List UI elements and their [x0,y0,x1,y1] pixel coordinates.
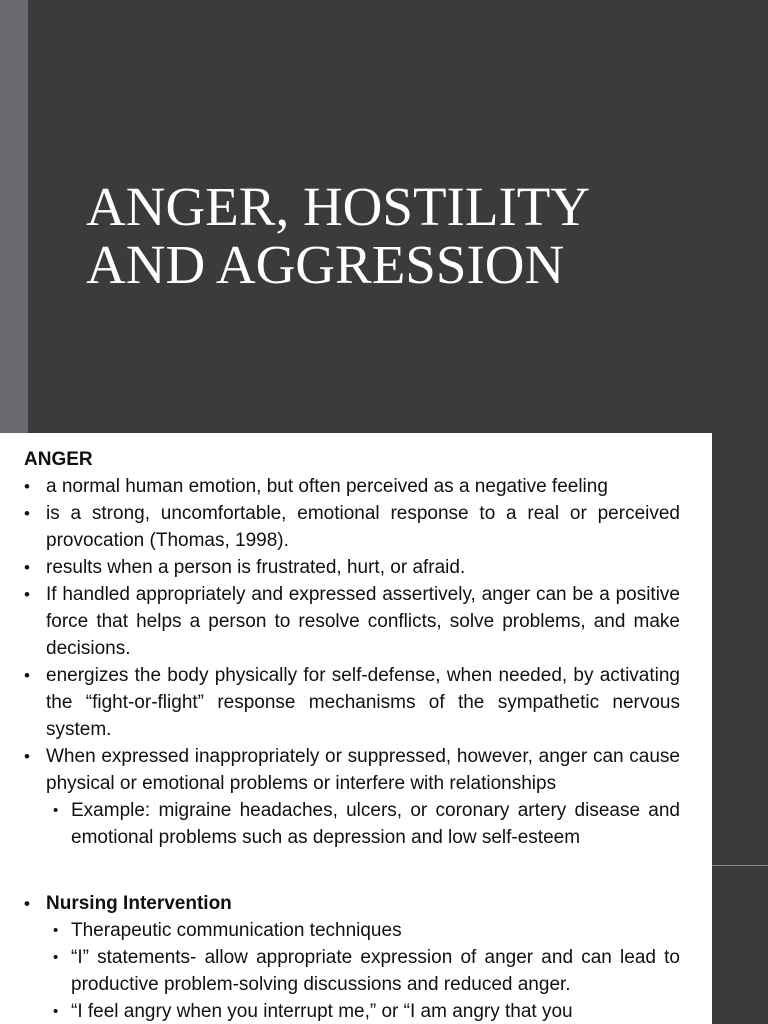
side-accent-strip [0,0,28,434]
content-panel [0,433,712,1024]
right-divider-line [712,865,768,866]
anger-bullet-response: • is a strong, uncomfortable, emotional response to a real or perceived provocation (Thomas, 1998). [46,500,680,554]
nursing-sub-bullet-example: • “I feel angry when you interrupt me,” or “I am angry that you [71,998,680,1024]
nursing-sub-bullet-communication: • Therapeutic communication techniques [71,917,680,944]
anger-bullet-inappropriate: • When expressed inappropriately or suppressed, however, anger can cause physical or emotional problems or interfere with relationships [46,743,680,797]
anger-sub-bullet-example: • Example: migraine headaches, ulcers, or coronary artery disease and emotional problems such as depression and low self-esteem [71,797,680,851]
nursing-sub-bullet-i-statements: • “I” statements- allow appropriate expression of anger and can lead to productive problem-solving discussions and reduced anger. [71,944,680,998]
slide-title [86,178,746,294]
anger-bullet-positive-force: • If handled appropriately and expressed assertively, anger can be a positive force that helps a person to resolve conflicts, solve problems, and make decisions. [46,581,680,662]
slide-title-line-1: ANGER, HOSTILITY [86,176,591,237]
nursing-intervention-heading: • Nursing Intervention [46,890,680,917]
slide-title-line-2: AND AGGRESSION [86,234,565,295]
anger-bullet-definition: • a normal human emotion, but often perceived as a negative feeling [46,473,680,500]
anger-bullet-causes: • results when a person is frustrated, hurt, or afraid. [46,554,680,581]
anger-bullet-energizes: • energizes the body physically for self-defense, when needed, by activating the “fight-or-flight” response mechanisms of the sympathetic nervous system. [46,662,680,743]
anger-heading: ANGER [24,449,93,470]
